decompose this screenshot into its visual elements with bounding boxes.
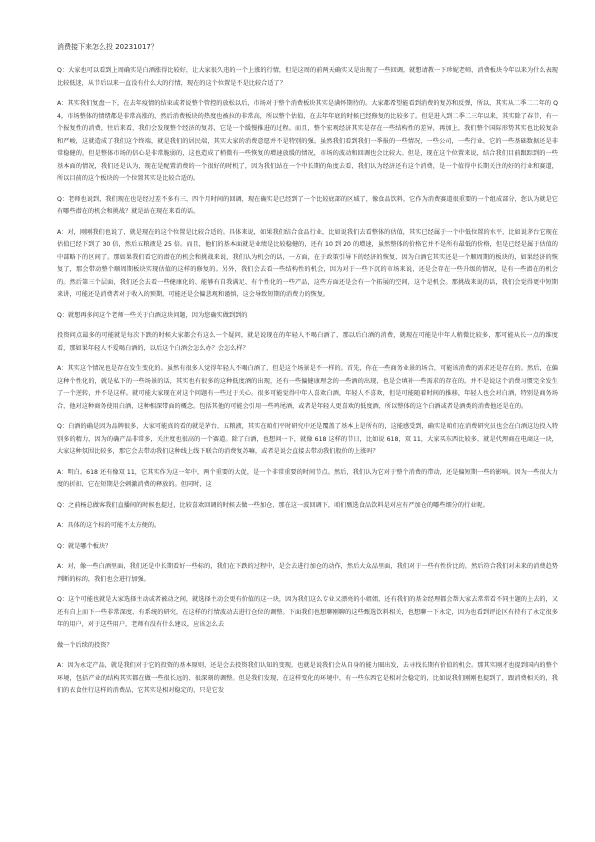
paragraph-q7: Q：这个可能也就是大家选择主动或者被动之间，就选择主动会更有价值的这一块，因为我们这么专业又漂亮的小姐姐，还有我们的基金经理都会帮大家去常常看不同主题的上去的，又还有自上而下一些非常深度、有系统的研究，在这样的行情波动去进行仓位的调整。下面我们也想聊刚聊的这些甄选饮料相关，也想聊一下永定，因为也看到评论区有持有了永定很多年的用户，对于这些用户，老师有没有什么建议，应该怎么去 [57,596,558,628]
paragraph-a6: A：对，像一些白酒里面，我们还是中长期看好一些标的，我们在下跌的过程中，是会去进行加仓的动作，然后大众品里面，我们对于一些有性价比的，然后符合我们对未来的消费趋势判断的标的，我们也会进行加强。 [57,563,558,583]
paragraph-a3: A：其实这个情况也是存在发生变化的。虽然有很多人觉得年轻人不喝白酒了，但是这个场景是不一样的。首先，你在一些商务业景的场合，可能该消费的需求还是存在的。然后，在偏这种个性化的，就是私下的一些场景的话，其实也有很多的这种低度酒的出现，还有一些偏健康理念的一些酒的出现，也是会填补一些需求的存在的。并不是说这个消费习惯完全发生了一个逆转，并不是这样。就可能大家现在对这个问题有一些过于关心。很多可能觉得中年人喜欢白酒，年轻人不喜欢，但是可能随着时间的推移，年轻人也会对白酒，特别是商务场合，他对这种商务使用白酒，这种相深带面的概念。包括其他的可能会引用一些鸡尾酒，或者是年轻人更喜欢的低度酒，所以整体的这个白酒或者是酒类的消费他还是在的。 [57,365,558,410]
paragraph-a5: A：具体的这个标的可能不太方便的。 [57,522,161,529]
paragraph-q5: Q：之前杨总做客我们直播间的时候也提过，比较喜欢回调的时候去做一些加仓，那在这一波回调下，咱们甄选食品饮料是对应有严加仓的哪些细分的行业呢。 [57,501,489,509]
paragraph-q4: Q：白酒的确是因为品牌很多，大家可能真的看的就是茅台、五粮液，其实在咱们平时研究中还是覆盖了基本上是所有的，这能感受到，确实是咱们在消费研究员也会在白酒这边投入特别多的精力，因为的确产品非常多，关注度也很高的一个赛道。除了白酒，也想问一下，就像 618 这样的节日，比如说 618，双 11，大家买东西比较多，就是代理商在电商这一块，大家这种氛围比较多，那它会去带动我们这种线上线下联合的消费复苏嘛，或者是说会直接去带动我们股价的上涨吗？ [57,423,558,455]
paragraph-a4: A：明白。618 还有像双 11，它其实作为这一年中，两个重要的大促，是一个非常重要的时间节点。然后，我们认为它对于整个消费的带动，还是偏短期一些的影响。因为一些很大力度的折扣，它在短期是会刺激消费的释放的。但同时，这 [57,468,558,488]
paragraph-q2: Q：老师也说到，我们现在也是经过差不多有三、四个月时间的回调，现在确实是已经到了一个比较底部的区域了，像食品饮料，它作为消费赛道很重要的一个组成部分，您认为就是它有哪些潜在的机会和挑战？就是站在现在来看的话。 [57,195,558,215]
paragraph-q3-cont: 投资问点最多的可能就是每次下跌的时候大家都会有这么一个疑问，就是说现在的年轻人不喝白酒了，那以后白酒的消费，就现在可能是中年人稍微比较多，那可能从长一点的维度看，那如果年轻人不爱喝白酒的，以后这个白酒会怎么办？会怎么样？ [57,332,558,352]
paragraph-a1: A：其实我们复盘一下，在去年疫情的结束或者说整个管控的放松以后，市场对于整个消费板块其实是满怀期待的。大家都希望能看到消费的复苏和反弹，所以，其实从二季二二年的 Q4，市场整体的情绪都是非常高涨的，然后消费板块的热度也被拉的非常高，所以整个估值，在去年年底的时候已经修复的比较多了。但是进入到二季二三年以来，其实除了春节，有一个报复性的消费，往后来看，我们会发现整个经济的复苏，它是一个缓慢推进的过程。而且，整个宏观经济其实是存在一些结构性的差异，再加上，我们整个国际形势其实也比较复杂和严峻，这就造成了我们这个终端，就是我们的居民端，其实大家的消费意愿并不是特别的强。虽然我们看到我们一季报的一些情况，一些公司，一些行业，它的一些基础数据还是非常稳健的，但是整体市场的信心是非常脆弱的，这也造成了稍微有一些恢复的增速放缓的情况，市场的波动和回调也会比较大。但是，现在这个位置来说，结合我们目前跟踪到的一些基本面的情况，我们还是认为，现在是配置消费的一个很好的时机了，因为我们站在一个中长期的角度去看，我们认为经济还有这个消费，是一个值得中长期关注的好的行业和赛道，所以目前的这个板块的一个位置其实是比较合适的。 [57,100,558,182]
paragraph-q6: Q：就是哪个板块？ [57,542,112,550]
document-title: 消费接下来怎么投 20231017？ [57,43,158,51]
paragraph-q7-cont: 做一个后续的投资？ [57,641,113,649]
paragraph-q1: Q：大家也可以看到上周确实是白酒涨得比较好，让大家很久违的一个上涨的行情，但是这周的前两天确实又是出现了一些回调，就想请教一下珍妮老师，消费板块今年以来为什么表现比较低迷，从节后以来一直没有什么大的行情，现在的这个位置是不是比较合适了？ [57,67,558,87]
paragraph-a7: A：因为永定产品，就是我们对于它的投资的基本原则，还是会去投资我们认知的变现，也就是说我们会从自身的能力圈出发，去寻找长期有价值的机会。那其实刚才也提到国内的整个环境，包括产业的结构其实都在做一些很长远的、很深刻的调整。但是我们发现，在这样变化的环境中，有一些东西它是相对会稳定的，比如说我们刚刚也提到了，跟消费相关的，我们的衣食住行这样的消费品，它其实是相对稳定的，只是它发 [57,662,558,694]
paragraph-a2: A：对，刚刚我们也说了，就是现在的这个位置是比较合适的。具体来说，如果我们结合食品行业，比如说我们去看整体的估值，其实已经属于一个中低位置的水平，比如说茅台它现在估值已经下到了 30 倍，然后五粮液是 25 倍。而且，他们的基本面就是业绩是比较稳健的，还有 10 到 20 的增速，虽然整体的价格它并不是所有最低的价格，但是已经是属于估值的中部略下的区间了。那如果我们看它的潜在的机会和挑战来说，我们认为机会的话，一方面，在于政策引导下的经济的恢复，因为白酒它其实还是一个顺周期的板块的，如果经济的恢复了，那会带动整个顺周期板块实现估值的这样的修复的。另外，我们会去看一些结构性的机会，因为对于一些下沉的市场来说，还是会存在一些升级的情况，是有一些潜在的机会的。然后第三个层面，我们还会去看一些健康化的、能够有自我满足、有个性化的一些产品，这些方面还是会有一个拓展的空间，这个是机会。那挑战来说的话，我们会觉得更中短期来讲，可能还是消费者对于收入的预期，可能还是会偏悲观和谨慎，这会导致短期的消费力的恢复。 [57,228,558,298]
paragraph-q3: Q：就想再多问这个老师一些关于白酒这块问题，因为您确实做到到的 [57,311,248,319]
transcript-body [57,65,558,698]
